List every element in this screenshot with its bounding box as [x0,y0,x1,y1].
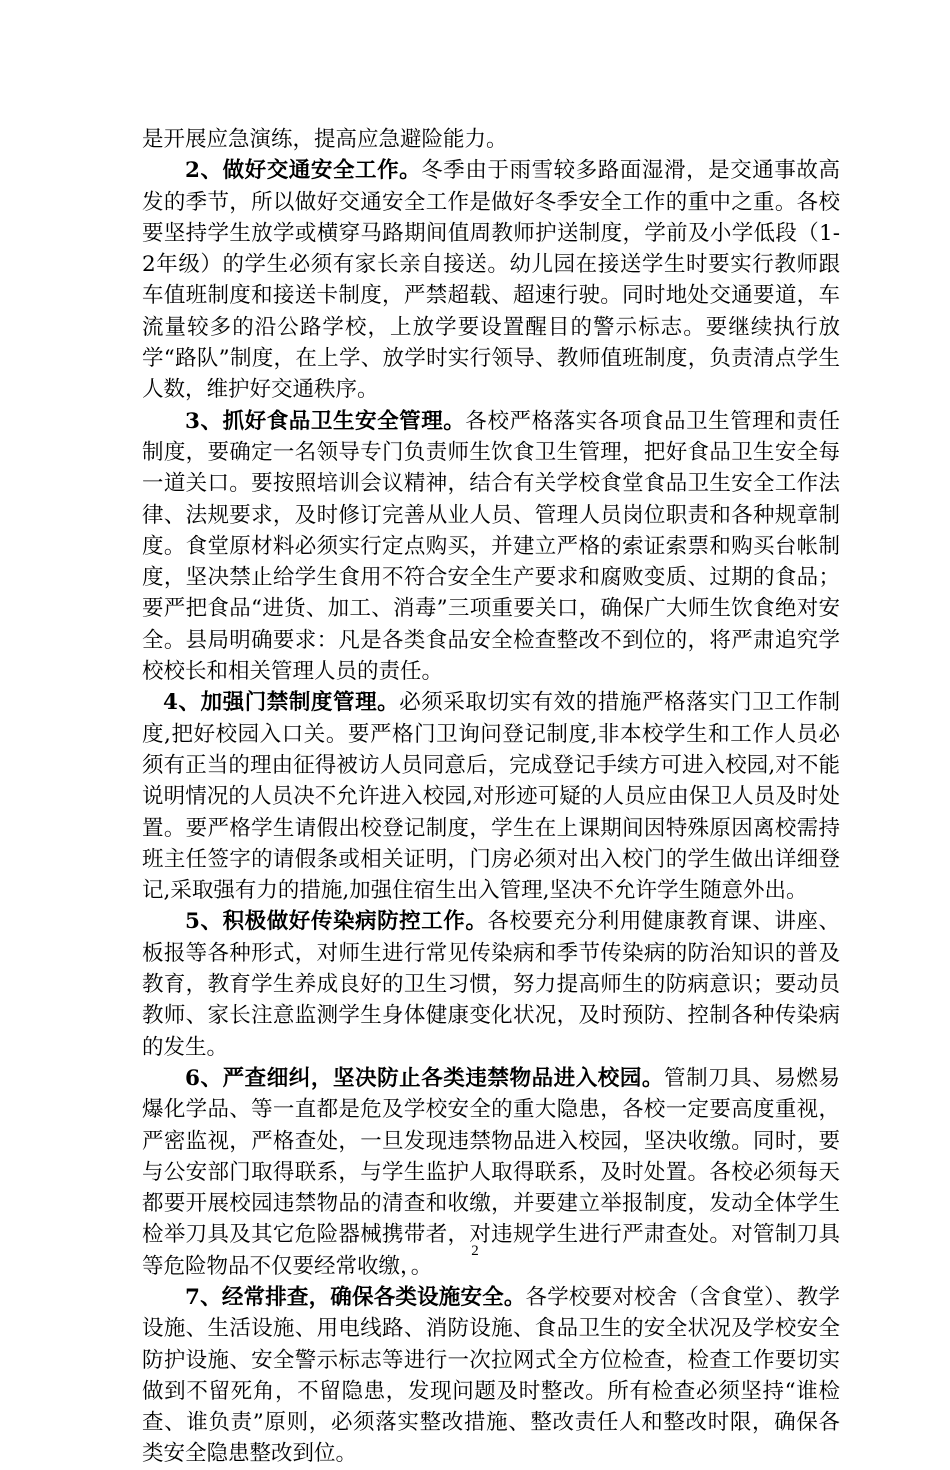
paragraph-heading: 2、做好交通安全工作。 [185,158,422,184]
paragraph-2-traffic-safety [142,155,840,405]
paragraph-heading: 3、抓好食品卫生安全管理。 [185,408,466,434]
paragraph-4-access-control [142,687,840,906]
paragraph-heading: 4、加强门禁制度管理。 [163,690,400,716]
paragraph-text: 是开展应急演练，提高应急避险能力。 [142,127,508,152]
paragraph-text: 冬季由于雨雪较多路面湿滑，是交通事故高发的季节，所以做好交通安全工作是做好冬季安全工作的重中之重。各校要坚持学生放学或横穿马路期间值周教师护送制度，学前及小学低段（1-2年级）的学生必须有家长亲自接送。幼儿园在接送学生时要实行教师跟车值班制度和接送卡制度，严禁超载、超速行驶。同时地处交通要道，车流量较多的沿公路学校，上放学要设置醒目的警示标志。要继续执行放学“路队”制度，在上学、放学时实行领导、教师值班制度，负责清点学生人数，维护好交通秩序。 [142,158,840,403]
paragraph-heading: 5、积极做好传染病防控工作。 [185,909,488,935]
paragraph-7-facility-inspection [142,1282,840,1470]
document-body [142,124,840,1470]
paragraph-1 [142,124,840,155]
paragraph-text: 各学校要对校舍（含食堂）、教学设施、生活设施、用电线路、消防设施、食品卫生的安全状况及学校安全防护设施、安全警示标志等进行一次拉网式全方位检查，检查工作要切实做到不留死角，不留隐患，发现问题及时整改。所有检查必须坚持“谁检查、谁负责”原则，必须落实整改措施、整改责任人和整改时限，确保各类安全隐患整改到位。 [142,1284,840,1467]
paragraph-3-food-safety [142,406,840,688]
paragraph-heading: 7、经常排查，确保各类设施安全。 [185,1284,526,1310]
paragraph-text: 各校要充分利用健康教育课、讲座、板报等各种形式，对师生进行常见传染病和季节传染病的防治知识的普及教育，教育学生养成良好的卫生习惯，努力提高师生的防病意识；要动员教师、家长注意监测学生身体健康变化状况，及时预防、控制各种传染病的发生。 [142,909,840,1060]
paragraph-text: 管制刀具、易燃易爆化学品、等一直都是危及学校安全的重大隐患，各校一定要高度重视，严密监视，严格查处，一旦发现违禁物品进入校园，坚决收缴。同时，要与公安部门取得联系，与学生监护人取得联系，及时处置。各校必须每天都要开展校园违禁物品的清查和收缴，并要建立举报制度，发动全体学生检举刀具及其它危险器械携带者，对违规学生进行严肃查处。对管制刀具等危险物品不仅要经常收缴，。 [142,1065,840,1279]
paragraph-text: 必须采取切实有效的措施严格落实门卫工作制度,把好校园入口关。要严格门卫询问登记制度,非本校学生和工作人员必须有正当的理由征得被访人员同意后，完成登记手续方可进入校园,对不能说明情况的人员决不允许进入校园,对形迹可疑的人员应由保卫人员及时处置。要严格学生请假出校登记制度，学生在上课期间因特殊原因离校需持班主任签字的请假条或相关证明，门房必须对出入校门的学生做出详细登记,采取强有力的措施,加强住宿生出入管理,坚决不允许学生随意外出。 [142,690,840,904]
page-number: 2 [471,1243,479,1259]
paragraph-5-disease-prevention [142,906,840,1062]
paragraph-text: 各校严格落实各项食品卫生管理和责任制度，要确定一名领导专门负责师生饮食卫生管理，把好食品卫生安全每一道关口。要按照培训会议精神，结合有关学校食堂食品卫生安全工作法律、法规要求，及时修订完善从业人员、管理人员岗位职责和各种规章制度。食堂原材料必须实行定点购买，并建立严格的索证索票和购买台帐制度，坚决禁止给学生食用不符合安全生产要求和腐败变质、过期的食品；要严把食品“进货、加工、消毒”三项重要关口，确保广大师生饮食绝对安全。县局明确要求：凡是各类食品安全检查整改不到位的，将严肃追究学校校长和相关管理人员的责任。 [142,408,840,685]
paragraph-heading: 6、严查细纠，坚决防止各类违禁物品进入校园。 [185,1065,664,1091]
